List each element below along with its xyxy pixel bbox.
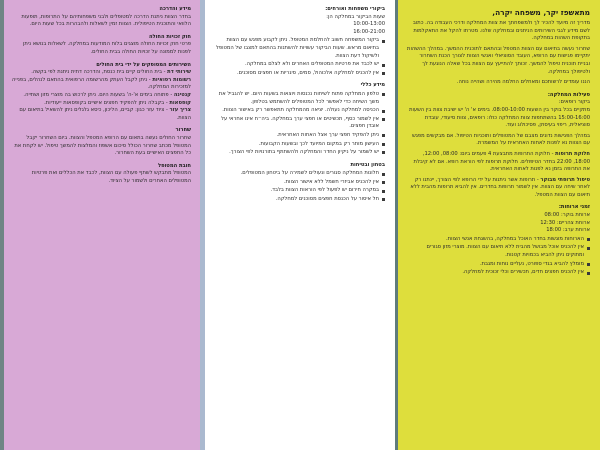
services-title: השירותים המסופקים על ידי בית החולים — [96, 61, 191, 68]
list-item: אין להכניס חפצים חדים, תכשירים וכלי זכוכית למחלקה. — [407, 269, 590, 277]
guidance-title: מידע והדרכה — [159, 6, 191, 12]
service-item: קנטינה - פתוחה בימים א'-ה' בשעות היום. ניתן לרכוש בה מוצרי מזון ושתייה. — [23, 91, 191, 98]
safety-title: בטחון ובטיחות — [350, 161, 385, 168]
discharge-title: שחרור — [175, 127, 191, 134]
list-item: חלונות המחלקה סגורים ונעולים לשמירה על ביטחון המטופלים. — [213, 170, 385, 178]
discharge-text: שחרור החולים נעשה בתאום עם הרופא המטפל והצוות. ביום השחרור יקבל המטופל מכתב שחרור הכולל סיכום אשפוז והמלצות להמשך טיפול. יש לקחת את כל החפצים האישיים בעת השחרור. — [14, 134, 191, 157]
list-item: חל איסור על הכנסת חפצים מסוכנים למחלקה. — [213, 196, 385, 204]
list-item: אין להכניס אביזרי חשמל ללא אישור הצוות. — [213, 179, 385, 187]
list-item: יש לכבד את פרטיות המטופלים האחרים ולא לצלם במחלקה. — [213, 61, 385, 69]
intro-paragraph: מדריך זה מיועד להכיר לך ולמשפחתך את צוות המחלקה ודרכי העבודה בה. כתוב לשם מידע לגבי השירותים הניתנים ובמחלקה שלנו. מטרתו להקל את התאקלמות בתקופת השהות במחלקה. — [412, 20, 590, 42]
service-item: שירותי דת - בית החולים קיים בית כנסת, והדרכה דתית ניתנת לפי בקשה. — [31, 69, 191, 76]
intro-paragraph: שחרור נעשה בתיאום עם הצוות המטפל ובהתאם לתוכנית ההמשך. במהלך ההשהות יתקיימו פגישות עם הרופא, העובד הסוציאלי ואנשי הצוות לצורך הכנת השחרור ובניית תוכנית טיפול להמשך. זכותך להתייעץ עם הצוות בכל שאלה הנוגעת לך ולטיפולך במחלקה. — [407, 45, 590, 75]
meals-title: זמני ארוחות: — [558, 204, 590, 211]
list-item: טלפון המחלקה פתוח לשיחות נכנסות ויוצאות בשעות היום. יש להגביל את משך השיחה כדי לאפשר לכל המטופלים להשתמש בטלפון. — [213, 91, 385, 106]
panel-visits — [205, 0, 395, 450]
guidance-text: בחדר הצוות ניתנת הדרכה למטופלים ולבני משפחותיהם על התרופות, תופעות הלוואי והתוכנית הטיפולית. הצוות זמין לשאלות ולהבהרות בכל שעות היום. — [21, 13, 191, 28]
list-item: אין לשמור כסף, תכשיטים או חפצי ערך במחלקה. ביה״ח אינו אחראי על אובדן חפצים. — [213, 116, 385, 131]
meal-time: ארוחת צהריים: 12:30 — [540, 219, 590, 226]
list-item: ביקור המשפחה חשוב להחלמת המטופל. ניתן לקבוע מפגש עם הצוות בתיאום מראש. שעות הביקור עשויות להשתנות בהתאם למצבו של המטופל ולשיקול דעת הצוות. — [213, 37, 385, 60]
panel-guidance — [4, 0, 200, 450]
visit-hours-evening: 16:00-21:00 — [353, 28, 385, 35]
info-list — [213, 91, 385, 157]
list-item: יש לשמור על ניקיון החדר והמחלקה ולהשתתף בתורנויות לפי הצורך. — [213, 149, 385, 157]
medications-paragraph: חלוקת תרופות - חלוקת התרופות מתבצעת 4 פעמים ביום: 08:00, 12:00, 18:00, 22:00 בחדר הטיפולים. חלוקת תרופות לפי הוראת רופא. אם לא קיבלת את התרופה בזמן נא לפנות לאחות האחראית. — [413, 150, 590, 173]
list-item: במקרה חירום יש לפעול לפי הוראות הצוות בלבד. — [213, 187, 385, 195]
activities-paragraph: מתקיים בכל בוקר בין השעות 08:00-10:00. בימים א' ה' יש ישיבת צוות בין השעות 15:00-16:00 בהשתתפות צוות המחלקה כולו: רופאים, צוות סיעודי, עובדת סוציאלית, ריפוי בעיסוק, פסיכולוג ועוד. — [409, 106, 590, 129]
controlled-care-paragraph: טיפול תרופתי מבוקר - תרופות אשר ניתנות על ידי הרופא לפי הצורך, יינתנו רק לאחר שיחה עם הצוות. אין לשמור תרופות בחדרים. אין להביא תרופות מהבית ללא תיאום עם הצוות המטפל. — [410, 176, 590, 198]
rights-title: חוק זכויות החולה — [148, 33, 191, 40]
list-item: הארוחות מוגשות בחדר האוכל במחלקה, בהשגחת אנשי הצוות. — [407, 236, 590, 244]
intro-paragraph: הננו עומדים לרשותכם ומאחלים החלמה מהירה ושהייה נוחה. — [456, 79, 590, 86]
visit-hours-morning: 10:00-13:00 — [353, 21, 385, 28]
doctors-round-label: ביקור רופאים: — [558, 99, 590, 106]
meals-list — [407, 236, 590, 277]
meal-time: ארוחת ערב: 18:00 — [546, 227, 590, 234]
activities-paragraph: במהלך הפגישות נדונים מצבם של המטופלים ותוכניות הטיפול. אם מבקשים מפגש עם הצוות נא לפנות לאחות האחראית על המשמרת. — [412, 132, 590, 147]
visit-hours-label: שעות הביקור במחלקה הן: — [326, 13, 385, 20]
service-item: צריך עזר - ציוד עזר כגון: קביים, הליכון, כיסא גלגלים ניתן להשאיל בתיאום עם הצוות. — [19, 107, 191, 121]
list-item: מומלץ להביא בגדי ספורט, נעליים נוחות ומגבת. — [407, 261, 590, 269]
list-item: העישון מותר רק במקום המיועד לכך ובשעות הקבועות. — [213, 141, 385, 149]
meal-time: ארוחת בוקר: 08:00 — [544, 212, 590, 219]
activities-title: פעילות המחלקה: — [547, 91, 590, 98]
info-title: מידע כללי — [360, 82, 385, 89]
service-item: קופסאות - בקבלה ניתן להפקיד חפצים אישיים בקופסאות ייעודיות. — [44, 99, 191, 106]
service-item: רשומות רפואיות - ניתן לקבל העתק מהרשומה הרפואית בהתאם לנהלים, בפנייה למזכירות המחלקה. — [12, 76, 191, 91]
rights-text: פרטי חוק זכויות החולה מוצגים בלוח המודעות במחלקה. לשאלות בנושא ניתן לפנות לממונה על זכויות החולה בבית החולים. — [23, 41, 191, 55]
panel-intro — [398, 0, 600, 450]
patient-duty-title: חובת המטופל — [157, 162, 191, 169]
list-item: ניתן להפקיד חפצי ערך אצל האחות האחראית. — [213, 132, 385, 140]
list-item: הכניסה למחלקה נעולה. יציאה מהמחלקה תתאפשר רק באישור הצוות. — [213, 107, 385, 115]
page-title: מתאשפז יקר, משפחה יקרה, — [492, 8, 590, 17]
visits-title: ביקורי משפחות ואורחים: — [325, 6, 385, 12]
safety-list — [213, 170, 385, 203]
visit-rules-list — [213, 37, 385, 77]
patient-duty-text: המטופל מתבקש לשתף פעולה עם הצוות, לכבד את הכללים ואת פרטיות המטופלים האחרים ולשמור על הציוד. — [31, 170, 191, 184]
list-item: אין להכניס למחלקה אלכוהול, סמים, סיגריות או חפצים מסוכנים. — [213, 70, 385, 78]
list-item: אין להכניס אוכל מבושל מהבית ללא תיאום עם הצוות. מוצרי מזון סגורים ומתוקים ניתן להביא בכמויות קטנות. — [407, 244, 590, 259]
